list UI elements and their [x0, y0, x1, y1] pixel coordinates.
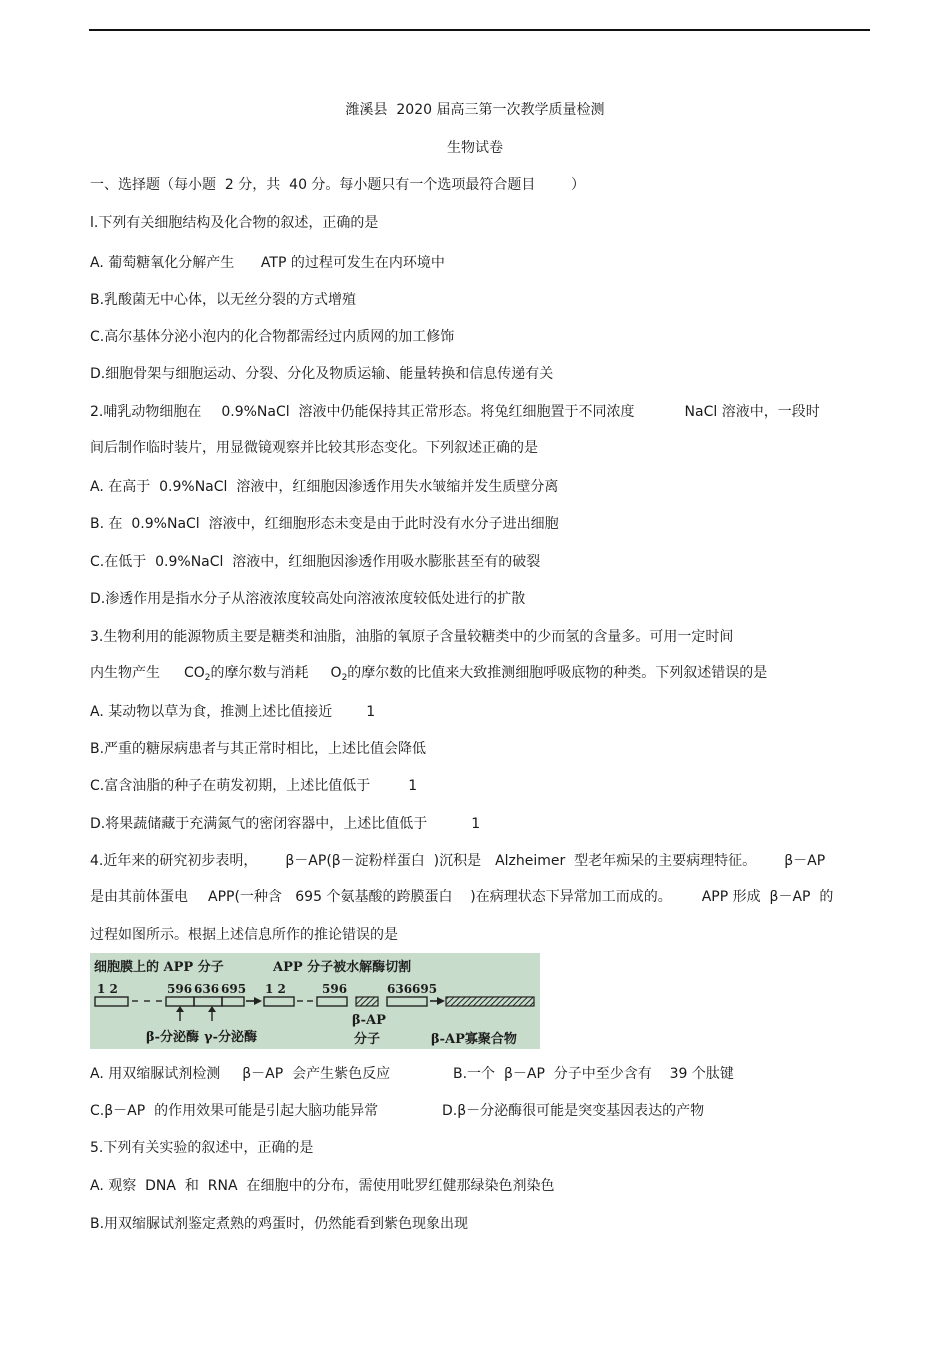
q4-options-ab: A. 用双缩脲试剂检测 β－AP 会产生紫色反应 B.一个 β－AP 分子中至少含有 39 个肽键 [90, 1066, 734, 1082]
figure-heading-right: APP 分子被水解酶切割 [273, 960, 412, 975]
arrow-head-icon [437, 997, 445, 1005]
beta-ap-molecule-label: 分子 [354, 1032, 381, 1047]
q1-option-a: A. 葡萄糖氧化分解产生 ATP 的过程可发生在内环境中 [90, 255, 445, 271]
app-fragment-n-terminal [264, 997, 347, 1006]
q4-options-cd [90, 1102, 705, 1120]
q4-option-c: C.β－AP 的作用效果可能是引起大脑功能异常 [90, 1103, 379, 1119]
label-695-left: 695 [221, 982, 247, 996]
q1-option-d: D.细胞骨架与细胞运动、分裂、分化及物质运输、能量转换和信息传递有关 [90, 366, 554, 382]
app-cleavage-diagram [90, 953, 540, 1049]
app-molecule-left [95, 997, 244, 1006]
q3-stem-part3: 的摩尔数的比值来大致推测细胞呼吸底物的种类。下列叙述错误的是 [347, 665, 768, 681]
q5-stem: 5.下列有关实验的叙述中，正确的是 [90, 1140, 314, 1156]
figure-heading-left: 细胞膜上的 APP 分子 [94, 960, 224, 975]
q3-stem-part2: 的摩尔数与消耗 [210, 665, 309, 681]
label-1-2-right: 1 2 [265, 982, 286, 996]
q3-option-b: B.严重的糖尿病患者与其正常时相比，上述比值会降低 [90, 741, 427, 757]
beta-ap-oligomer [446, 997, 534, 1006]
oligomer-label: β-AP寡聚合物 [431, 1032, 517, 1047]
q2-stem-part3: NaCl 溶液中，一段时 [684, 404, 820, 420]
beta-ap-fragment [356, 997, 378, 1006]
q2-option-d: D.渗透作用是指水分子从溶液浓度较高处向溶液浓度较低处进行的扩散 [90, 591, 526, 607]
q2-stem-line1 [90, 403, 820, 421]
arrow-head-icon [254, 997, 262, 1005]
co2-formula: $CO_2$ [184, 665, 211, 683]
label-1-2-left: 1 2 [97, 982, 118, 996]
q2-stem-part2: 0.9%NaCl 溶液中仍能保持其正常形态。将兔红细胞置于不同浓度 [221, 404, 635, 420]
q2-stem-part1: 2.哺乳动物细胞在 [90, 404, 202, 420]
exam-title: 潍溪县 2020 届高三第一次教学质量检测 [345, 102, 605, 118]
q2-option-a: A. 在高于 0.9%NaCl 溶液中，红细胞因渗透作用失水皱缩并发生质壁分离 [90, 479, 559, 495]
q1-stem: l.下列有关细胞结构及化合物的叙述，正确的是 [90, 215, 379, 231]
q2-stem-line2: 间后制作临时装片，用显微镜观察并比较其形态变化。下列叙述正确的是 [90, 440, 538, 456]
arrow-head-icon [208, 1006, 216, 1012]
q3-option-a: A. 某动物以草为食，推测上述比值接近 1 [90, 704, 376, 720]
beta-ap-label: β-AP [352, 1013, 386, 1028]
section-heading: 一、选择题（每小题 2 分，共 40 分。每小题只有一个选项最符合题目 ） [90, 177, 586, 193]
q5-option-a: A. 观察 DNA 和 RNA 在细胞中的分布，需使用吡罗红健那绿染色剂染色 [90, 1178, 555, 1194]
q2-option-c: C.在低于 0.9%NaCl 溶液中，红细胞因渗透作用吸水膨胀甚至有的破裂 [90, 554, 541, 570]
label-596-left: 596 [167, 982, 193, 996]
q4-stem-line2: 是由其前体蛋电 APP(一种含 695 个氨基酸的跨膜蛋白 )在病理状态下异常加工而成的。 APP 形成 β－AP 的 [90, 889, 834, 905]
exam-subtitle: 生物试卷 [447, 140, 503, 156]
arrow-head-icon [176, 1006, 184, 1012]
q3-option-d: D.将果蔬储藏于充满氮气的密闭容器中，上述比值低于 1 [90, 816, 481, 832]
q1-option-b: B.乳酸菌无中心体，以无丝分裂的方式增殖 [90, 292, 357, 308]
header-rule [89, 29, 870, 31]
label-636-left: 636 [194, 982, 220, 996]
label-596-right: 596 [322, 982, 348, 996]
q3-stem-part1: 内生物产生 [90, 665, 160, 681]
q3-option-c: C.富含油脂的种子在萌发初期，上述比值低于 1 [90, 778, 418, 794]
q4-option-b: B.一个 β－AP 分子中至少含有 39 个肽键 [453, 1066, 734, 1082]
app-cleavage-figure [90, 953, 540, 1049]
q3-stem-line1: 3.生物利用的能源物质主要是糖类和油脂，油脂的氧原子含量较糖类中的少而氢的含量多。可用一定时间 [90, 629, 734, 645]
q3-stem-line2 [90, 664, 767, 682]
q5-option-b: B.用双缩脲试剂鉴定煮熟的鸡蛋时，仍然能看到紫色现象出现 [90, 1216, 469, 1232]
q4-option-d: D.β－分泌酶很可能是突变基因表达的产物 [442, 1103, 705, 1119]
q1-option-c: C.高尔基体分泌小泡内的化合物都需经过内质网的加工修饰 [90, 329, 455, 345]
q4-stem-line3: 过程如图所示。根据上述信息所作的推论错误的是 [90, 927, 398, 943]
q4-stem-line1: 4.近年来的研究初步表明， β－AP(β－淀粉样蛋白 )沉积是 Alzheimer 型老年痴呆的主要病理特征。 β－AP [90, 853, 826, 869]
app-fragment-c-terminal [387, 997, 427, 1006]
beta-secretase-label: β-分泌酶 [146, 1030, 200, 1045]
q2-option-b: B. 在 0.9%NaCl 溶液中，红细胞形态未变是由于此时没有水分子进出细胞 [90, 516, 559, 532]
label-636695-right: 636695 [387, 982, 438, 996]
gamma-secretase-label: γ-分泌酶 [204, 1030, 257, 1045]
o2-formula: $O_2$ [330, 665, 348, 683]
